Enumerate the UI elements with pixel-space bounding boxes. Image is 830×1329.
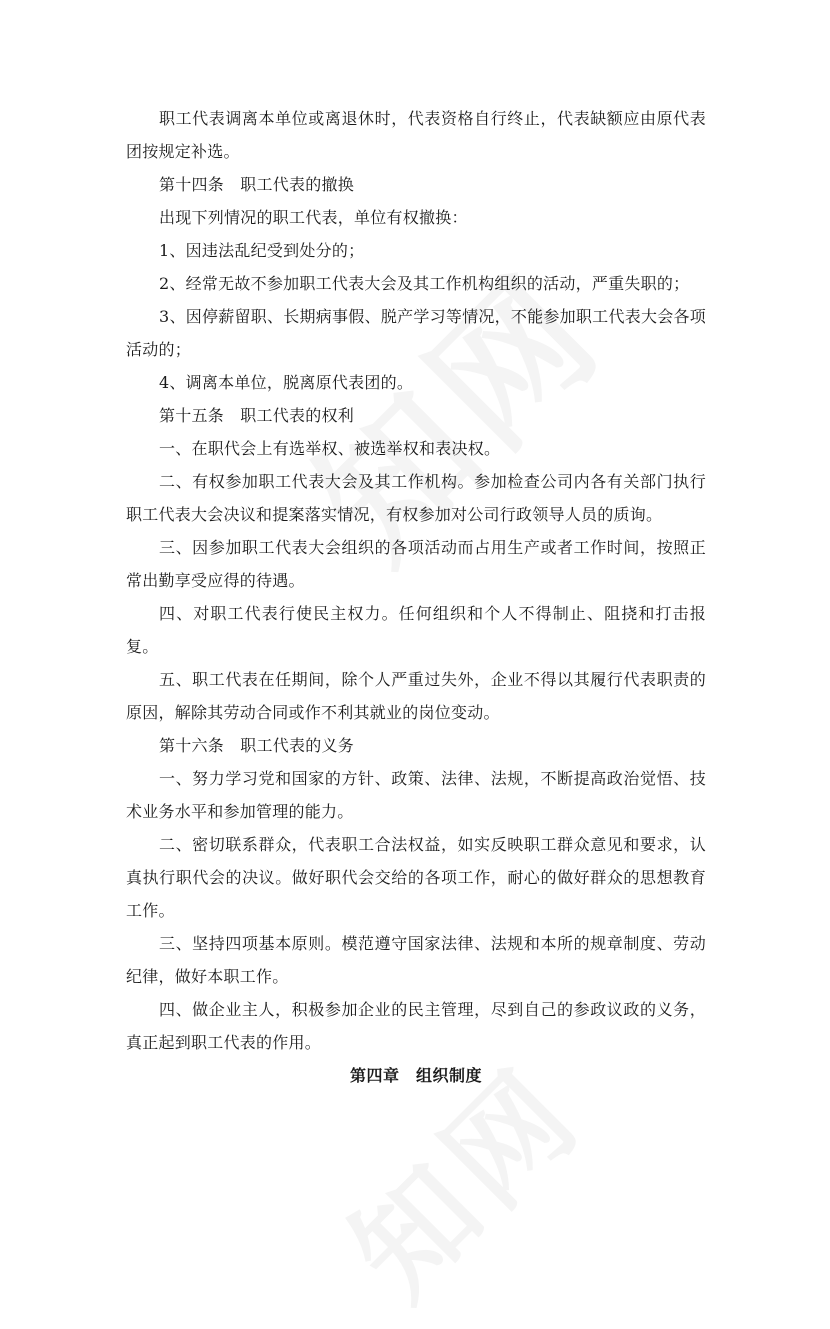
article-14-title: 第十四条 职工代表的撤换 <box>159 175 355 194</box>
article-15-title: 第十五条 职工代表的权利 <box>159 406 355 425</box>
list-item: 一、在职代会上有选举权、被选举权和表决权。 <box>159 439 501 458</box>
list-item: 一、努力学习党和国家的方针、政策、法律、法规，不断提高政治觉悟、技术业务水平和参加管理的能力。 <box>126 769 706 821</box>
paragraph-representative-leave: 职工代表调离本单位或离退休时，代表资格自行终止，代表缺额应由原代表团按规定补选。 <box>126 109 706 161</box>
list-item: 2、经常无故不参加职工代表大会及其工作机构组织的活动，严重失职的； <box>159 274 690 293</box>
list-item: 三、坚持四项基本原则。模范遵守国家法律、法规和本所的规章制度、劳动纪律，做好本职工作。 <box>126 934 706 986</box>
list-item: 3、因停薪留职、长期病事假、脱产学习等情况，不能参加职工代表大会各项活动的； <box>126 307 706 359</box>
list-item: 五、职工代表在任期间，除个人严重过失外，企业不得以其履行代表职责的原因，解除其劳动合同或作不利其就业的岗位变动。 <box>126 670 706 722</box>
chapter-heading: 第四章 组织制度 <box>349 1066 482 1085</box>
list-item: 1、因违法乱纪受到处分的； <box>159 241 365 260</box>
list-item: 三、因参加职工代表大会组织的各项活动而占用生产或者工作时间，按照正常出勤享受应得的待遇。 <box>126 538 706 590</box>
list-item: 4、调离本单位，脱离原代表团的。 <box>159 373 414 392</box>
list-item: 四、做企业主人，积极参加企业的民主管理，尽到自己的参政议政的义务，真正起到职工代表的作用。 <box>126 1000 706 1052</box>
paragraph-replacement-intro: 出现下列情况的职工代表，单位有权撤换： <box>159 208 468 227</box>
document-page <box>126 102 706 1092</box>
list-item: 四、对职工代表行使民主权力。任何组织和个人不得制止、阻挠和打击报复。 <box>126 604 706 656</box>
article-16-title: 第十六条 职工代表的义务 <box>159 736 355 755</box>
list-item: 二、密切联系群众，代表职工合法权益，如实反映职工群众意见和要求，认真执行职代会的决议。做好职代会交给的各项工作，耐心的做好群众的思想教育工作。 <box>126 835 706 920</box>
list-item: 二、有权参加职工代表大会及其工作机构。参加检查公司内各有关部门执行职工代表大会决议和提案落实情况，有权参加对公司行政领导人员的质询。 <box>126 472 706 524</box>
